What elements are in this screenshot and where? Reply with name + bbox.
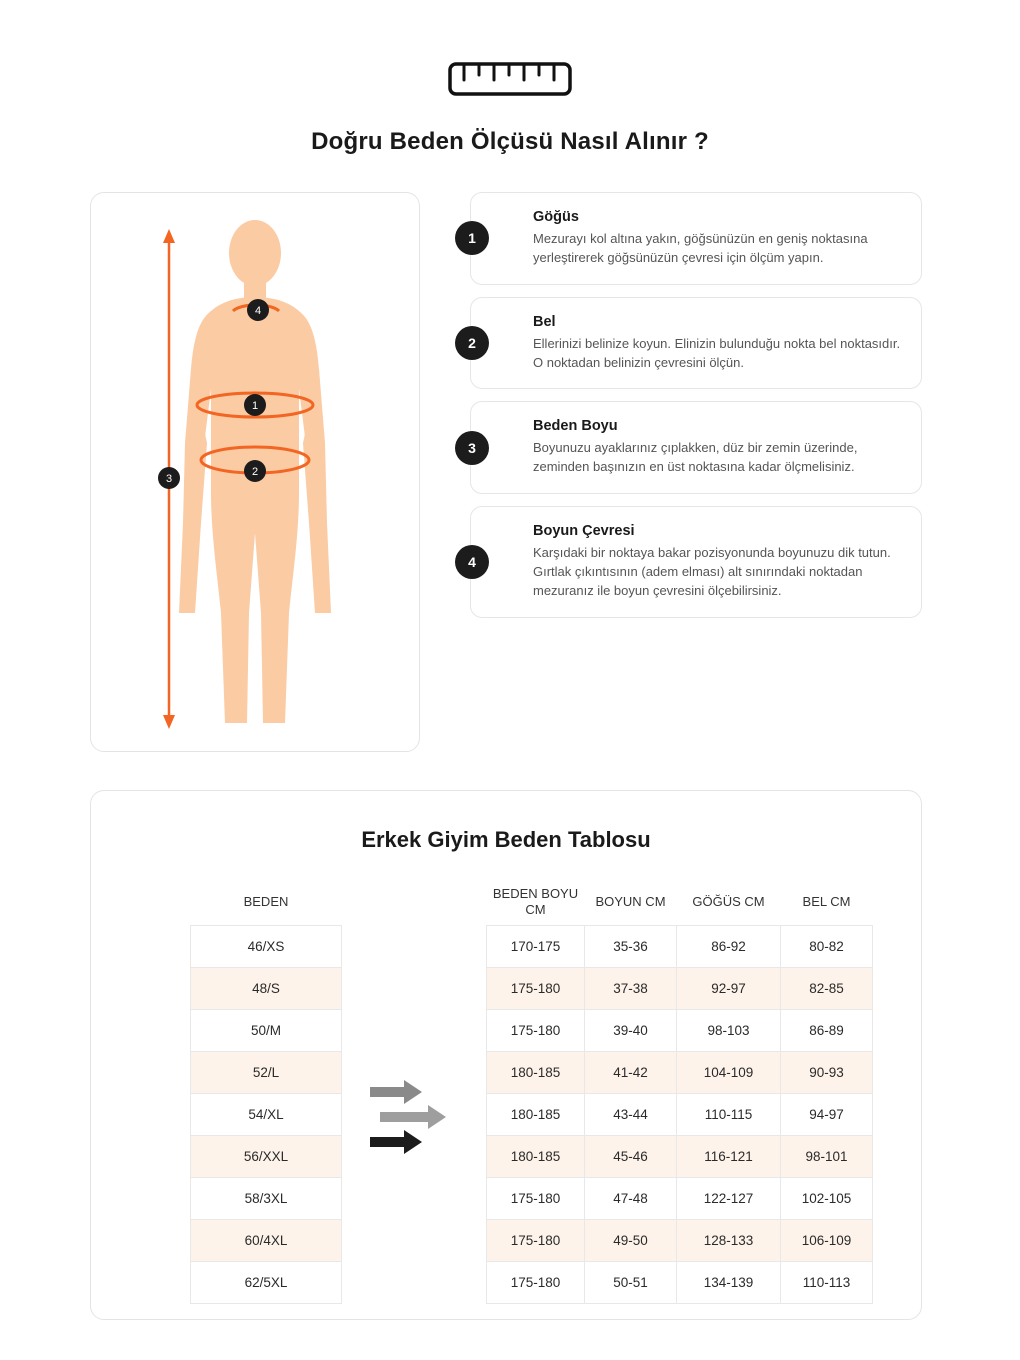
step-title: Bel (533, 313, 556, 330)
body-figure-card (90, 192, 420, 752)
size-cell: 54/XL (191, 1093, 342, 1135)
size-cell: 48/S (191, 967, 342, 1009)
cell-bel: 80-82 (781, 925, 873, 967)
table-row (487, 1177, 873, 1219)
header-beden: BEDEN (243, 893, 289, 909)
header-beden-boyu: BEDEN BOYU CM (492, 886, 579, 917)
cell-beden-boyu: 180-185 (487, 1135, 585, 1177)
size-cell: 58/3XL (191, 1177, 342, 1219)
cell-beden-boyu: 180-185 (487, 1093, 585, 1135)
table-row (191, 925, 342, 967)
measurement-steps (470, 192, 922, 630)
table-row (487, 1261, 873, 1303)
cell-beden-boyu: 175-180 (487, 1177, 585, 1219)
cell-boyun: 39-40 (585, 1009, 677, 1051)
header-gogus: GÖĞÜS CM (692, 893, 765, 909)
svg-text:1: 1 (251, 400, 259, 412)
step-card-2 (470, 297, 922, 390)
cell-gogus: 104-109 (677, 1051, 781, 1093)
cell-gogus: 86-92 (677, 925, 781, 967)
cell-gogus: 128-133 (677, 1219, 781, 1261)
size-cell: 62/5XL (191, 1261, 342, 1303)
step-text: Karşıdaki bir noktaya bakar pozisyonunda boyunuzu dik tutun. Gırtlak çıkıntısının (adem elması) alt sınırındaki noktadan mezuranız ile boyun çevresini ölçebilirsiniz. (533, 545, 891, 598)
cell-bel: 102-105 (781, 1177, 873, 1219)
cell-boyun: 45-46 (585, 1135, 677, 1177)
cell-bel: 110-113 (781, 1261, 873, 1303)
size-column-table (190, 879, 342, 1304)
svg-text:3: 3 (165, 473, 173, 485)
cell-boyun: 35-36 (585, 925, 677, 967)
body-diagram (91, 193, 419, 751)
table-row (191, 1135, 342, 1177)
cell-bel: 106-109 (781, 1219, 873, 1261)
ruler-icon-wrap (0, 50, 1020, 103)
cell-beden-boyu: 175-180 (487, 1261, 585, 1303)
page-title: Doğru Beden Ölçüsü Nasıl Alınır ? (311, 128, 709, 155)
cell-boyun: 41-42 (585, 1051, 677, 1093)
cell-bel: 86-89 (781, 1009, 873, 1051)
step-text: Boyunuzu ayaklarınız çıplakken, düz bir zemin üzerinde, zeminden başınızın en üst noktasına kadar ölçmelisiniz. (533, 440, 858, 475)
cell-beden-boyu: 170-175 (487, 925, 585, 967)
cell-gogus: 98-103 (677, 1009, 781, 1051)
cell-gogus: 92-97 (677, 967, 781, 1009)
table-row (487, 925, 873, 967)
cell-beden-boyu: 175-180 (487, 1009, 585, 1051)
size-table-title: Erkek Giyim Beden Tablosu (361, 827, 651, 852)
table-row (191, 1009, 342, 1051)
step-number-badge: 2 (455, 326, 489, 360)
table-row (191, 1093, 342, 1135)
svg-text:2: 2 (251, 466, 259, 478)
cell-beden-boyu: 180-185 (487, 1051, 585, 1093)
cell-bel: 98-101 (781, 1135, 873, 1177)
table-row (191, 1219, 342, 1261)
table-row (191, 967, 342, 1009)
cell-beden-boyu: 175-180 (487, 1219, 585, 1261)
cell-boyun: 50-51 (585, 1261, 677, 1303)
cell-beden-boyu: 175-180 (487, 967, 585, 1009)
step-number-badge: 1 (455, 221, 489, 255)
cell-gogus: 110-115 (677, 1093, 781, 1135)
table-row (487, 1135, 873, 1177)
cell-gogus: 116-121 (677, 1135, 781, 1177)
cell-bel: 82-85 (781, 967, 873, 1009)
cell-gogus: 122-127 (677, 1177, 781, 1219)
cell-boyun: 47-48 (585, 1177, 677, 1219)
step-title: Beden Boyu (533, 418, 618, 435)
header-bel: BEL CM (802, 893, 851, 909)
ruler-icon (447, 50, 573, 103)
cell-gogus: 134-139 (677, 1261, 781, 1303)
cell-boyun: 43-44 (585, 1093, 677, 1135)
step-text: Ellerinizi belinize koyun. Elinizin bulunduğu nokta bel noktasıdır. O noktadan belinizin çevresini ölçün. (533, 335, 901, 370)
size-cell: 52/L (191, 1051, 342, 1093)
step-card-1 (470, 192, 922, 285)
step-number-badge: 3 (455, 431, 489, 465)
header-boyun: BOYUN CM (595, 893, 666, 909)
table-row (191, 1177, 342, 1219)
measurements-table (486, 879, 873, 1304)
arrows-icon (366, 1079, 476, 1159)
table-row (487, 1009, 873, 1051)
table-row (487, 1219, 873, 1261)
size-cell: 60/4XL (191, 1219, 342, 1261)
table-row (487, 1051, 873, 1093)
table-row (487, 1093, 873, 1135)
table-row (191, 1261, 342, 1303)
step-text: Mezurayı kol altına yakın, göğsünüzün en geniş noktasına yerleştirerek göğsünüzün çevresi için ölçüm yapın. (533, 231, 868, 265)
step-card-4 (470, 506, 922, 618)
step-title: Göğüs (533, 209, 579, 225)
cell-bel: 90-93 (781, 1051, 873, 1093)
cell-boyun: 37-38 (585, 967, 677, 1009)
step-card-3 (470, 401, 922, 494)
size-cell: 56/XXL (191, 1135, 342, 1177)
table-row (487, 967, 873, 1009)
step-number-badge: 4 (455, 545, 489, 579)
cell-bel: 94-97 (781, 1093, 873, 1135)
svg-text:4: 4 (254, 305, 262, 317)
size-cell: 46/XS (191, 925, 342, 967)
size-cell: 50/M (191, 1009, 342, 1051)
cell-boyun: 49-50 (585, 1219, 677, 1261)
step-title: Boyun Çevresi (533, 523, 635, 540)
size-table-card (90, 790, 922, 1320)
table-row (191, 1051, 342, 1093)
